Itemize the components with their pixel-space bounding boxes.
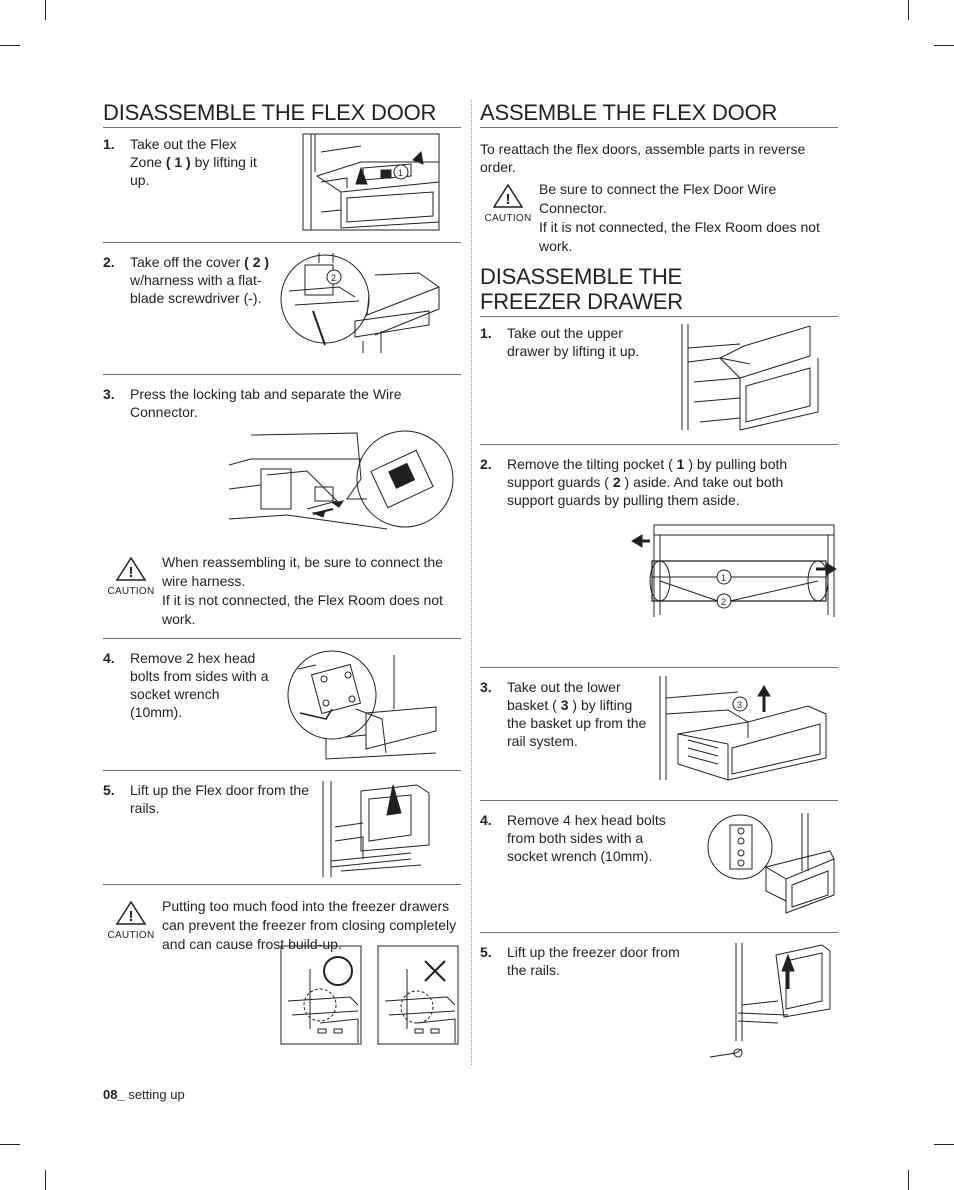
step-number: 1. [480, 325, 492, 341]
crop-mark [934, 1144, 954, 1145]
caution-icon [103, 557, 159, 598]
warning-triangle-icon [493, 184, 523, 208]
step-text: Take out the lower basket ( 3 ) by lifting the basket up from the rail system. [507, 679, 647, 749]
step-2 [103, 243, 461, 375]
caution-label: CAUTION [484, 213, 532, 224]
step-5 [480, 933, 838, 1063]
step-text: Take out the upper drawer by lifting it up. [507, 325, 640, 359]
step-text: Remove 2 hex head bolts from sides with a socket wrench (10mm). [130, 650, 269, 720]
warning-triangle-icon [116, 557, 146, 581]
caution-label: CAUTION [107, 930, 155, 941]
step-text: Lift up the Flex door from the rails. [130, 782, 309, 816]
step-number: 5. [480, 944, 492, 960]
freezer-bolts-illustration [706, 811, 838, 915]
page-number: 08_ [103, 1087, 125, 1102]
section-heading: DISASSEMBLE THE FLEX DOOR [103, 100, 461, 128]
step-number: 4. [103, 650, 115, 666]
section-heading: ASSEMBLE THE FLEX DOOR [480, 100, 838, 128]
step-4 [480, 801, 838, 933]
step-text: Press the locking tab and separate the Wire Connector. [130, 386, 402, 420]
warning-triangle-icon [116, 901, 146, 925]
step-number: 3. [480, 679, 492, 695]
svg-text:!: ! [128, 908, 134, 925]
flex-door-lift-illustration [321, 779, 439, 879]
step-number: 2. [103, 254, 115, 270]
caution-box [480, 180, 838, 258]
caution-text: When reassembling it, be sure to connect the wire harness. If it is not connected, the Flex Room does not work. [162, 554, 443, 627]
hex-bolt-illustration [286, 649, 446, 761]
step-number: 1. [103, 136, 115, 152]
step-text: Remove 4 hex head bolts from both sides with a socket wrench (10mm). [507, 812, 666, 864]
crop-mark [45, 0, 46, 20]
callout-label: 1 [721, 573, 727, 583]
caution-box [103, 897, 461, 1067]
caution-text: Be sure to connect the Flex Door Wire Connector. If it is not connected, the Flex Room does not work. [539, 181, 820, 254]
lower-basket-illustration [658, 674, 828, 782]
step-3 [480, 668, 838, 801]
crop-mark [908, 0, 909, 20]
incorrect-placement-illustration [377, 945, 459, 1045]
caution-text: Putting too much food into the freezer drawers can prevent the freezer from closing completely and can cause frost build-up. [162, 898, 457, 952]
caution-icon [480, 184, 536, 225]
caution-label: CAUTION [107, 586, 155, 597]
callout-label: 1 [398, 168, 404, 178]
step-text: Remove the tilting pocket ( 1 ) by pulling both support guards ( 2 ) aside. And take out both support guards by pulling them aside. [507, 456, 788, 508]
callout-label: 2 [721, 597, 727, 607]
section-heading: DISASSEMBLE THE FREEZER DRAWER [480, 264, 683, 314]
intro-text: To reattach the flex doors, assemble parts in reverse order. [480, 141, 806, 175]
step-text: Take out the Flex Zone ( 1 ) by lifting it up. [130, 136, 257, 188]
wire-connector-illustration [227, 429, 461, 541]
crop-mark [45, 1170, 46, 1190]
callout-label: 3 [737, 700, 743, 710]
step-number: 3. [103, 386, 115, 402]
step-4 [103, 639, 461, 771]
crop-mark [0, 45, 20, 46]
step-text: Take off the cover ( 2 ) w/harness with a flat-blade screwdriver (-). [130, 254, 270, 306]
upper-drawer-illustration [680, 322, 820, 432]
flex-zone-illustration [301, 132, 443, 234]
correct-placement-illustration [280, 945, 362, 1045]
column-divider [471, 100, 472, 1065]
right-column [480, 100, 838, 1063]
section-name: setting up [128, 1087, 185, 1102]
page-footer [103, 1087, 185, 1102]
step-1 [480, 317, 838, 445]
crop-mark [908, 1170, 909, 1190]
step-1 [103, 134, 461, 243]
caution-icon [103, 901, 159, 942]
svg-text:!: ! [505, 191, 511, 208]
step-number: 5. [103, 782, 115, 798]
cover-removal-illustration [279, 251, 441, 355]
step-3 [103, 375, 461, 639]
step-number: 2. [480, 456, 492, 472]
step-2 [480, 445, 838, 668]
left-column [103, 100, 461, 1067]
tilting-pocket-illustration [630, 515, 838, 627]
step-text: Lift up the freezer door from the rails. [507, 944, 680, 978]
step-5 [103, 771, 461, 885]
step-number: 4. [480, 812, 492, 828]
callout-label: 2 [331, 273, 337, 283]
freezer-door-lift-illustration [708, 941, 834, 1061]
svg-text:!: ! [128, 564, 134, 581]
crop-mark [0, 1144, 20, 1145]
crop-mark [934, 45, 954, 46]
caution-box [103, 553, 461, 633]
